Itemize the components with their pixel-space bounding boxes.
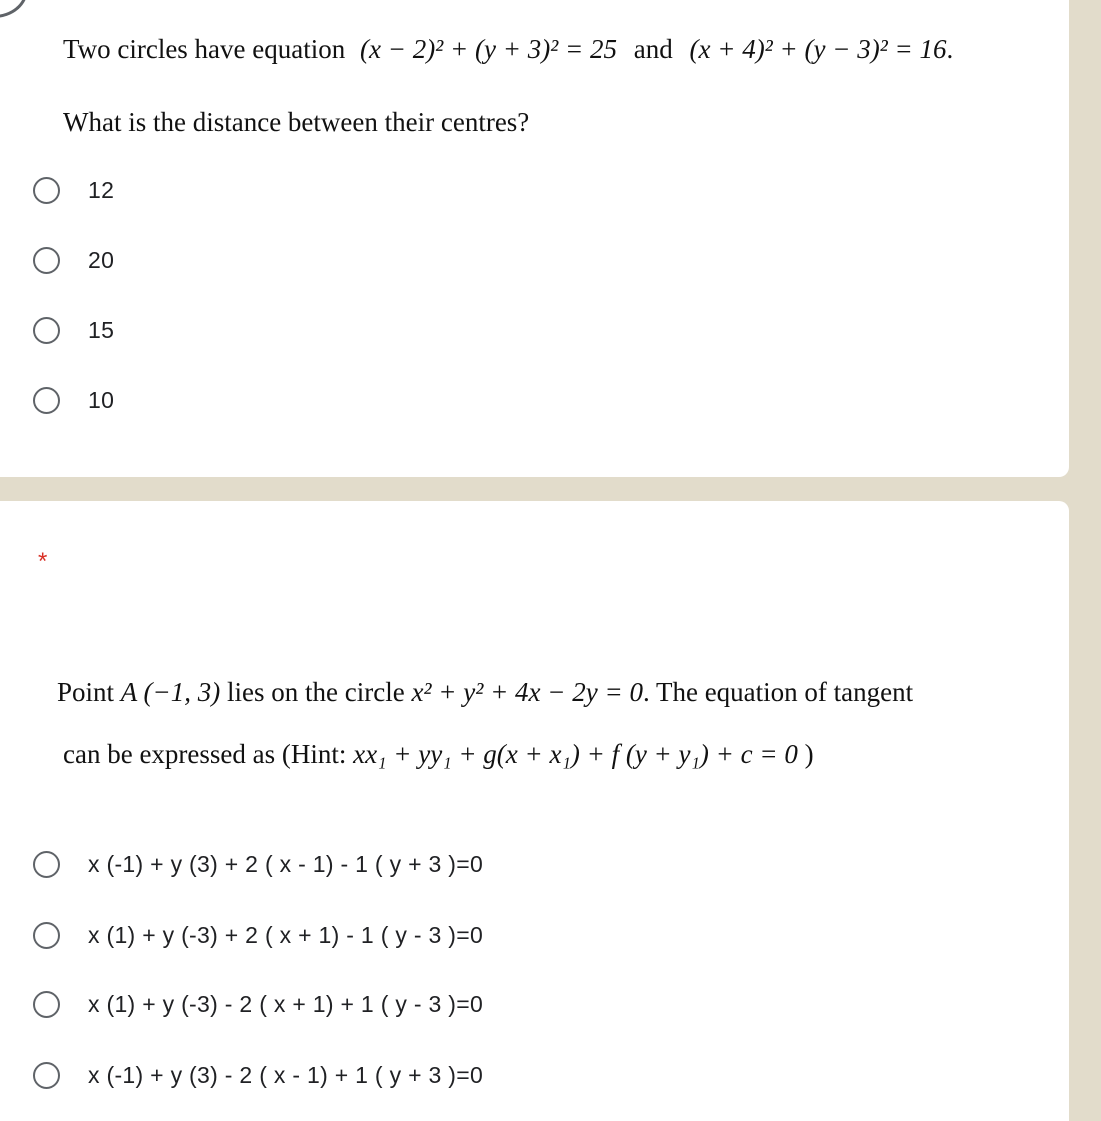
q2-point-prefix: Point (57, 677, 115, 707)
question-card-2 (0, 501, 1069, 1121)
q2-option-2[interactable] (33, 917, 483, 953)
option-label: 15 (88, 316, 115, 343)
q1-equation-2: (x + 4)² + (y − 3)² = 16 (689, 34, 947, 64)
option-label: x (1) + y (-3) + 2 ( x + 1) - 1 ( y - 3 )=0 (88, 921, 484, 948)
q1-equation-1: (x − 2)² + (y + 3)² = 25 (360, 34, 618, 64)
q2-mid-text: lies on the circle (227, 677, 405, 707)
q2-point: A (−1, 3) (120, 677, 221, 707)
radio-button[interactable] (33, 317, 60, 344)
radio-button[interactable] (33, 991, 60, 1018)
q1-prefix: Two circles have equation (63, 34, 346, 64)
option-label: 10 (88, 386, 115, 413)
radio-button[interactable] (33, 387, 60, 414)
q1-option-12[interactable] (33, 172, 114, 208)
q2-option-4[interactable] (33, 1057, 483, 1093)
q2-option-3[interactable] (33, 986, 483, 1022)
q2-line-1 (57, 677, 913, 708)
question-card-1 (0, 0, 1069, 477)
q1-option-10[interactable] (33, 382, 114, 418)
q2-circle-equation: x² + y² + 4x − 2y = 0 (411, 677, 643, 707)
q1-question: What is the distance between their centres? (63, 107, 530, 137)
q1-option-20[interactable] (33, 242, 114, 278)
radio-button[interactable] (33, 922, 60, 949)
q2-hint-prefix: can be expressed as (Hint: (63, 739, 347, 769)
q2-hint-close: ) (804, 739, 814, 769)
radio-button[interactable] (33, 851, 60, 878)
option-label: 20 (88, 246, 115, 273)
option-label: x (1) + y (-3) - 2 ( x + 1) + 1 ( y - 3 )=0 (88, 990, 484, 1017)
scroll-ring-icon (0, 0, 28, 18)
radio-button[interactable] (33, 1062, 60, 1089)
q2-option-1[interactable] (33, 846, 483, 882)
q2-suffix-text: . The equation of tangent (642, 677, 914, 707)
option-label: x (-1) + y (3) - 2 ( x - 1) + 1 ( y + 3 )=0 (88, 1061, 484, 1088)
q1-and: and (633, 34, 673, 64)
q1-equation-line: Two circles have equation (x − 2)² + (y + 3)² = 25 and (x + 4)² + (y − 3)² = 16. (63, 34, 954, 64)
option-label: x (-1) + y (3) + 2 ( x - 1) - 1 ( y + 3 )=0 (88, 850, 484, 877)
q1-option-15[interactable] (33, 312, 114, 348)
option-label: 12 (88, 176, 115, 203)
required-asterisk: * (38, 548, 48, 575)
radio-button[interactable] (33, 247, 60, 274)
q2-hint-equation: xx₁ + yy₁ + g(x + x₁) + f (y + y₁) + c = 0 (353, 739, 798, 769)
radio-button[interactable] (33, 177, 60, 204)
q2-line-2 (63, 739, 814, 770)
